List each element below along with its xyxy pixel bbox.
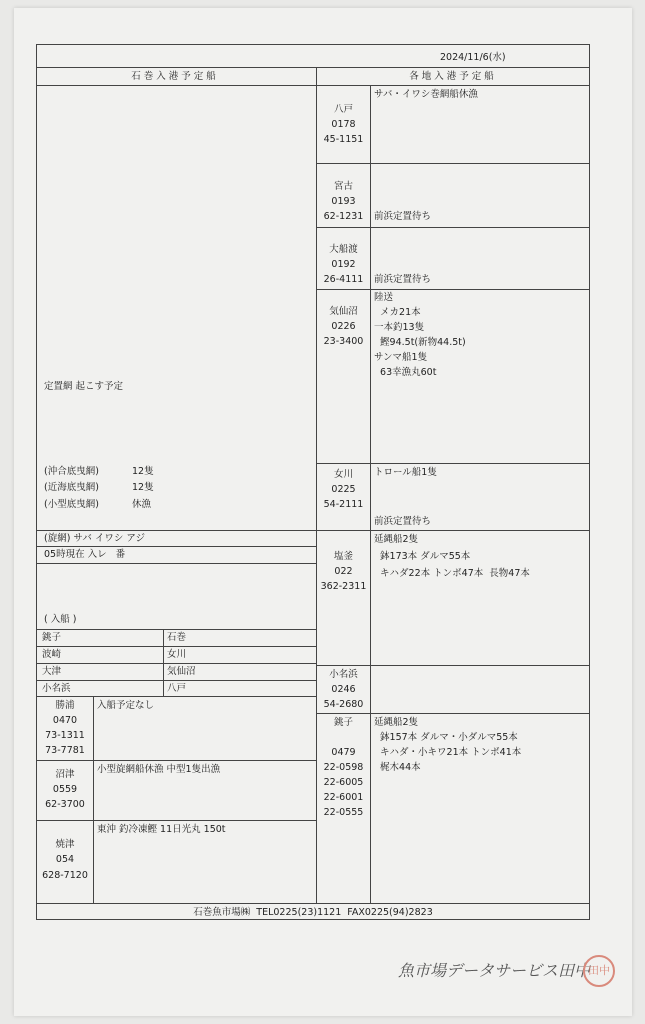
kesennuma-line-1: 陸送 xyxy=(374,292,394,303)
onahama-tel: 54-2680 xyxy=(323,699,364,710)
shiogama-name: 塩釜 xyxy=(333,551,353,562)
onagawa-line-1: トロール船1隻 xyxy=(374,467,437,478)
yaizu-tel1: 628-7120 xyxy=(42,870,88,881)
purse-seine-line: (旋網) サバ イワシ アジ xyxy=(44,533,146,544)
right-row-line-4 xyxy=(316,463,590,464)
grid-line-3 xyxy=(36,680,316,681)
purse-seine-top-line xyxy=(36,530,316,531)
trawl-small-value: 休漁 xyxy=(132,499,152,510)
miyako-tel: 62-1231 xyxy=(323,211,364,222)
kesennuma-line-5: サンマ船1隻 xyxy=(374,352,428,363)
teichi-note: 定置網 起こす予定 xyxy=(44,381,124,392)
trawl-coastal-value: 12隻 xyxy=(132,482,154,493)
right-row-line-2 xyxy=(316,227,590,228)
choshi-tel-1: 22-0598 xyxy=(323,762,364,773)
grid-port-ishinomaki: 石巻 xyxy=(167,632,187,643)
katsuura-name: 勝浦 xyxy=(55,700,75,711)
kesennuma-line-2: メカ21本 xyxy=(374,307,421,318)
choshi-line-1: 延縄船2隻 xyxy=(374,717,419,728)
footer-contact: 石巻魚市場㈱ TEL0225(23)1121 FAX0225(94)2823 xyxy=(193,907,433,918)
katsuura-note: 入船予定なし xyxy=(97,700,155,711)
right-row-line-6 xyxy=(316,665,590,666)
numazu-code: 0559 xyxy=(52,784,78,795)
grid-port-hachinohe: 八戸 xyxy=(167,683,187,694)
report-date: 2024/11/6(水) xyxy=(440,52,506,63)
trawl-coastal-label: (近海底曳網) xyxy=(44,482,99,493)
hachinohe-line-1: サバ・イワシ巻網船休漁 xyxy=(374,89,478,100)
ofunato-name: 大船渡 xyxy=(329,244,358,255)
choshi-name: 銚子 xyxy=(333,717,353,728)
footer-divider xyxy=(36,903,590,904)
onahama-name: 小名浜 xyxy=(329,669,358,680)
right-label-divider xyxy=(370,85,371,903)
kesennuma-code: 0226 xyxy=(331,321,356,332)
yaizu-note: 東沖 釣冷凍鰹 11日光丸 150t xyxy=(97,824,226,835)
left-column-header: 石巻入港予定船 xyxy=(131,71,219,82)
kesennuma-name: 気仙沼 xyxy=(329,306,358,317)
date-row-divider xyxy=(36,67,590,68)
signature: 魚市場データサービス田中 xyxy=(398,961,591,980)
south-line-1 xyxy=(36,760,316,761)
right-row-line-5 xyxy=(316,530,590,531)
kesennuma-line-4: 鰹94.5t(新物44.5t) xyxy=(374,337,466,348)
ofunato-code: 0192 xyxy=(331,259,356,270)
katsuura-code: 0470 xyxy=(52,715,78,726)
miyako-name: 宮古 xyxy=(333,181,353,192)
nyusen-label: ( 入船 ) xyxy=(44,614,77,625)
right-row-line-1 xyxy=(316,163,590,164)
grid-port-otsu: 大津 xyxy=(42,666,62,677)
choshi-tel-3: 22-6001 xyxy=(323,792,364,803)
south-label-divider xyxy=(93,696,94,903)
status-line: 05時現在 入レ 番 xyxy=(44,549,126,560)
kesennuma-tel: 23-3400 xyxy=(323,336,364,347)
grid-port-hasaki: 波崎 xyxy=(42,649,62,660)
right-row-line-3 xyxy=(316,289,590,290)
grid-line-4 xyxy=(36,696,316,697)
shiogama-line-3: キハダ22本 トンボ47本 長物47本 xyxy=(374,568,530,579)
status-top-line xyxy=(36,546,316,547)
yaizu-name: 焼津 xyxy=(55,839,75,850)
numazu-tel1: 62-3700 xyxy=(45,799,85,810)
katsuura-tel2: 73-7781 xyxy=(45,745,85,756)
right-row-line-7 xyxy=(316,713,590,714)
numazu-name: 沼津 xyxy=(55,769,75,780)
ofunato-line-1: 前浜定置待ち xyxy=(374,274,432,285)
header-row-divider xyxy=(36,85,590,86)
grid-port-onahama: 小名浜 xyxy=(42,683,71,694)
numazu-note: 小型旋網船休漁 中型1隻出漁 xyxy=(97,764,221,775)
grid-port-choshi: 銚子 xyxy=(42,632,62,643)
onagawa-name: 女川 xyxy=(333,469,353,480)
grid-line-0 xyxy=(36,629,316,630)
kesennuma-line-3: 一本釣13隻 xyxy=(374,322,425,333)
choshi-code: 0479 xyxy=(331,747,356,758)
onagawa-line-2: 前浜定置待ち xyxy=(374,516,432,527)
report-frame xyxy=(36,44,590,920)
miyako-code: 0193 xyxy=(331,196,356,207)
miyako-line-1: 前浜定置待ち xyxy=(374,211,432,222)
south-line-2 xyxy=(36,820,316,821)
trawl-offshore-label: (沖合底曳網) xyxy=(44,466,99,477)
katsuura-tel1: 73-1311 xyxy=(45,730,85,741)
grid-port-kesennuma: 気仙沼 xyxy=(167,666,196,677)
choshi-line-4: 梶木44本 xyxy=(374,762,421,773)
shiogama-code: 022 xyxy=(334,566,353,577)
onagawa-code: 0225 xyxy=(331,484,356,495)
shiogama-line-2: 鉢173本 ダルマ55本 xyxy=(374,551,471,562)
onagawa-tel: 54-2111 xyxy=(323,499,364,510)
choshi-tel-2: 22-6005 xyxy=(323,777,364,788)
grid-center-line xyxy=(163,629,164,696)
grid-line-2 xyxy=(36,663,316,664)
grid-port-onagawa: 女川 xyxy=(167,649,187,660)
onahama-code: 0246 xyxy=(331,684,356,695)
trawl-small-label: (小型底曳網) xyxy=(44,499,99,510)
seal-stamp: 田中 xyxy=(583,955,615,987)
grid-line-1 xyxy=(36,646,316,647)
trawl-offshore-value: 12隻 xyxy=(132,466,154,477)
hachinohe-code: 0178 xyxy=(331,119,356,130)
choshi-line-3: キハダ・小キワ21本 トンボ41本 xyxy=(374,747,522,758)
choshi-tel-4: 22-0555 xyxy=(323,807,364,818)
ofunato-tel: 26-4111 xyxy=(323,274,364,285)
hachinohe-tel: 45-1151 xyxy=(323,134,364,145)
yaizu-code: 054 xyxy=(55,854,75,865)
right-column-header: 各地入港予定船 xyxy=(409,71,497,82)
hachinohe-name: 八戸 xyxy=(333,104,353,115)
choshi-line-2: 鉢157本 ダルマ・小ダルマ55本 xyxy=(374,732,518,743)
status-bottom-line xyxy=(36,563,316,564)
kesennuma-line-6: 63幸漁丸60t xyxy=(374,367,437,378)
shiogama-line-1: 延縄船2隻 xyxy=(374,534,419,545)
shiogama-tel: 362-2311 xyxy=(320,581,367,592)
